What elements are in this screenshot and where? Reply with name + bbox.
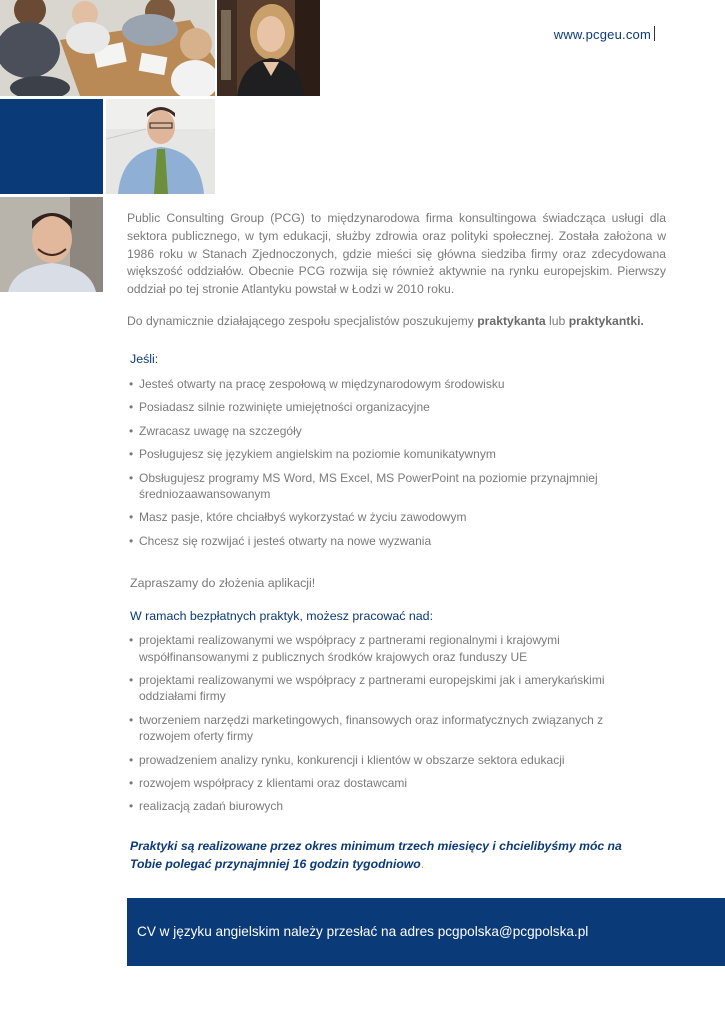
list-item: • Jesteś otwarty na pracę zespołową w międzynarodowym środowisku bbox=[129, 376, 649, 393]
list-item: • realizacją zadań biurowych bbox=[129, 798, 649, 815]
note-text: Praktyki są realizowane przez okres minimum trzech miesięcy i chcielibyśmy móc na Tobie polegać przynajmniej 16 godzin tygodniowo bbox=[130, 839, 622, 871]
list-item: • projektami realizowanymi we współpracy z partnerami regionalnymi i krajowymi współfinansowanymi z publicznych środków krajowych oraz funduszy UE bbox=[129, 632, 649, 665]
website-url-text[interactable]: www.pcgeu.com bbox=[553, 27, 651, 42]
team-meeting-photo bbox=[0, 0, 215, 96]
lead-connector: lub bbox=[545, 314, 569, 328]
recruitment-lead bbox=[127, 313, 687, 330]
list-item: • Masz pasje, które chciałbyś wykorzystać w życiu zawodowym bbox=[129, 509, 649, 526]
lead-bold-intern-male: praktykanta bbox=[477, 314, 546, 328]
list-item: • Posiadasz silnie rozwinięte umiejętności organizacyjne bbox=[129, 399, 649, 416]
list-item: • Chcesz się rozwijać i jesteś otwarty na nowe wyzwania bbox=[129, 533, 649, 550]
cv-contact-text: CV w języku angielskim należy przesłać na adres pcgpolska@pcgpolska.pl bbox=[137, 924, 589, 939]
woman-portrait-photo bbox=[217, 0, 320, 96]
lead-bold-intern-female: praktykantki. bbox=[568, 314, 644, 328]
list-item: • tworzeniem narzędzi marketingowych, finansowych oraz informatycznych związanych z rozwojem oferty firmy bbox=[129, 712, 649, 745]
company-intro-paragraph: Public Consulting Group (PCG) to międzynarodowa firma konsultingowa świadcząca usługi dla sektora publicznego, w tym edukacji, służby zdrowia oraz polityki społecznej. Została założona w 1986 roku w Stanach Zjednoczonych, gdzie mieści się główna siedziba firmy oraz zdecydowana większość oddziałów. Obecnie PCG rozwija się również aktywnie na rynku europejskim. Pierwszy oddział po tej stronie Atlantyku powstał w Łodzi w 2010 roku. bbox=[127, 211, 666, 297]
man-tie-portrait-photo bbox=[106, 99, 215, 194]
requirements-list bbox=[129, 376, 649, 556]
lead-text: Do dynamicznie działającego zespołu specjalistów poszukujemy bbox=[127, 314, 478, 328]
tasks-list bbox=[129, 632, 649, 822]
blue-color-tile bbox=[0, 99, 103, 194]
application-invite: Zapraszamy do złożenia aplikacji! bbox=[130, 576, 316, 590]
list-item: • rozwojem współpracy z klientami oraz dostawcami bbox=[129, 775, 649, 792]
cv-contact-banner bbox=[127, 898, 725, 966]
list-item: • projektami realizowanymi we współpracy z partnerami europejskimi jak i amerykańskimi oddziałami firmy bbox=[129, 672, 649, 705]
list-item: • Zwracasz uwagę na szczegóły bbox=[129, 423, 649, 440]
smiling-man-portrait-photo bbox=[0, 197, 103, 292]
requirements-title: Jeśli: bbox=[130, 352, 159, 366]
list-item: • Obsługujesz programy MS Word, MS Excel, MS PowerPoint na poziomie przynajmniej średniozaawansowanym bbox=[129, 470, 649, 503]
tasks-title: W ramach bezpłatnych praktyk, możesz pracować nad: bbox=[130, 609, 434, 623]
list-item: • Posługujesz się językiem angielskim na poziomie komunikatywnym bbox=[129, 446, 649, 463]
website-url[interactable] bbox=[554, 26, 655, 42]
internship-duration-note bbox=[130, 838, 650, 873]
note-end: . bbox=[420, 856, 425, 871]
text-cursor bbox=[654, 26, 655, 41]
list-item: • prowadzeniem analizy rynku, konkurencji i klientów w obszarze sektora edukacji bbox=[129, 752, 649, 769]
